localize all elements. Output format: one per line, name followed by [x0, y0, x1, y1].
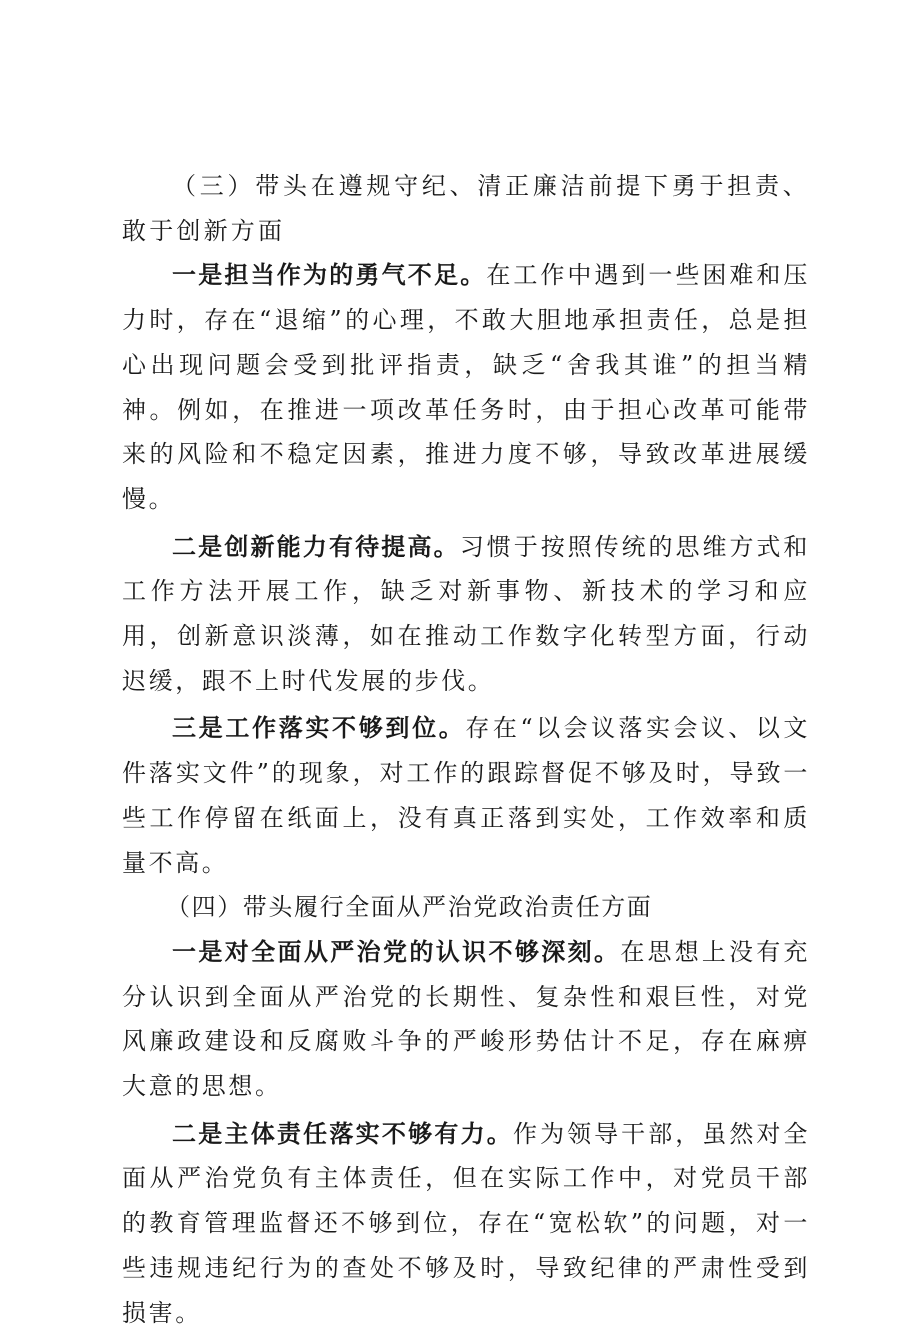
section-heading-4: （四）带头履行全面从严治党政治责任方面	[166, 893, 653, 922]
paragraph-lead: 三是工作落实不够到位。	[172, 714, 466, 743]
paragraph-4-2	[122, 1112, 810, 1335]
paragraph-3-2	[122, 525, 810, 704]
paragraph-lead: 二是主体责任落实不够有力。	[172, 1119, 514, 1148]
paragraph-lead: 一是担当作为的勇气不足。	[172, 261, 487, 290]
paragraph-3-1	[122, 253, 810, 521]
paragraph-lead: 一是对全面从严治党的认识不够深刻。	[172, 937, 621, 966]
paragraph-body: 在思想上没有充分认识到全面从严治党的长期性、复杂性和艰巨性，对党风廉政建设和反腐败斗争的严峻形势估计不足，存在麻痹大意的思想。	[122, 937, 810, 1101]
paragraph-lead: 二是创新能力有待提高。	[172, 532, 460, 561]
paragraph-body: 在工作中遇到一些困难和压力时，存在“退缩”的心理，不敢大胆地承担责任，总是担心出现问题会受到批评指责，缺乏“舍我其谁”的担当精神。例如，在推进一项改革任务时，由于担心改革可能带来的风险和不稳定因素，推进力度不够，导致改革进展缓慢。	[122, 261, 810, 513]
paragraph-body: 作为领导干部，虽然对全面从严治党负有主体责任，但在实际工作中，对党员干部的教育管理监督还不够到位，存在“宽松软”的问题，对一些违规违纪行为的查处不够及时，导致纪律的严肃性受到损害。	[122, 1119, 810, 1327]
paragraph-body: 习惯于按照传统的思维方式和工作方法开展工作，缺乏对新事物、新技术的学习和应用，创新意识淡薄，如在推动工作数字化转型方面，行动迟缓，跟不上时代发展的步伐。	[122, 532, 810, 695]
document-body	[122, 164, 810, 1335]
section-heading-3: （三）带头在遵规守纪、清正廉洁前提下勇于担责、敢于创新方面	[122, 172, 810, 245]
paragraph-4-1	[122, 930, 810, 1109]
paragraph-3-3	[122, 706, 810, 885]
paragraph-body: 存在“以会议落实会议、以文件落实文件”的现象，对工作的跟踪督促不够及时，导致一些工作停留在纸面上，没有真正落到实处，工作效率和质量不高。	[122, 714, 810, 877]
